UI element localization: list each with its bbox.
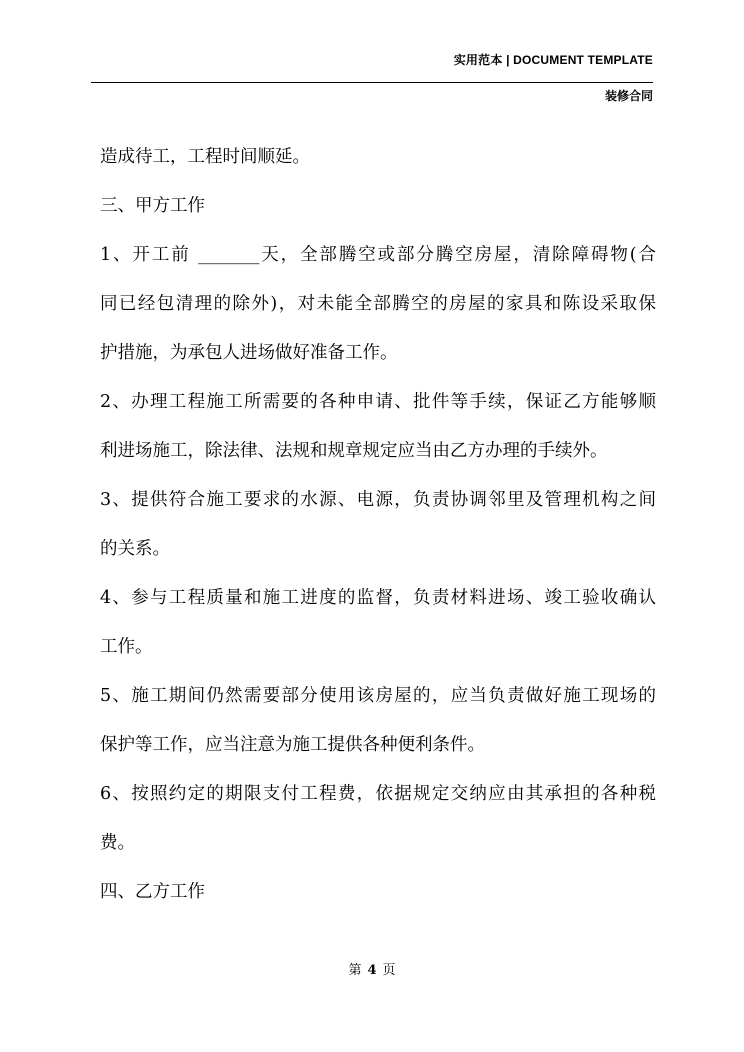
page-prefix: 第 [348, 963, 362, 978]
page-footer [0, 962, 744, 980]
page-number: 4 [367, 963, 377, 978]
section-heading: 三、甲方工作 [100, 196, 205, 216]
header-subtitle: 装修合同 [604, 89, 653, 103]
document-body [100, 140, 656, 924]
body-line: 4、参与工程质量和施工进度的监督，负责材料进场、竣工验收确认 [100, 588, 656, 608]
page-header [91, 52, 653, 103]
body-line: 5、施工期间仍然需要部分使用该房屋的，应当负责做好施工现场的 [100, 686, 656, 706]
body-line: 1、开工前 _______天，全部腾空或部分腾空房屋，清除障碍物(合 [100, 245, 656, 265]
body-line: 同已经包清理的除外)，对未能全部腾空的房屋的家具和陈设采取保 [100, 294, 656, 314]
body-line: 2、办理工程施工所需要的各种申请、批件等手续，保证乙方能够顺 [100, 392, 656, 412]
section-heading: 四、乙方工作 [100, 882, 205, 902]
body-line: 保护等工作，应当注意为施工提供各种便利条件。 [100, 735, 485, 755]
body-line: 造成待工，工程时间顺延。 [100, 147, 310, 167]
header-title: 实用范本 | DOCUMENT TEMPLATE [453, 53, 653, 67]
body-line: 利进场施工，除法律、法规和规章规定应当由乙方办理的手续外。 [100, 441, 608, 461]
body-line: 工作。 [100, 637, 153, 657]
body-line: 护措施，为承包人进场做好准备工作。 [100, 343, 398, 363]
page-suffix: 页 [382, 963, 396, 978]
header-divider [91, 82, 653, 83]
body-line: 的关系。 [100, 539, 170, 559]
body-line: 6、按照约定的期限支付工程费，依据规定交纳应由其承担的各种税 [100, 784, 656, 804]
body-line: 3、提供符合施工要求的水源、电源，负责协调邻里及管理机构之间 [100, 490, 656, 510]
body-line: 费。 [100, 833, 135, 853]
